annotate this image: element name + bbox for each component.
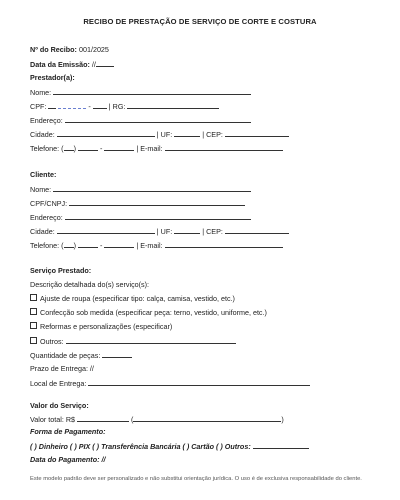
cliente-cidade-field[interactable] [57,226,155,234]
servico-option-confeccao[interactable] [30,308,267,317]
quantidade-row [30,350,132,360]
prazo-row [30,364,94,373]
cliente-ddd-field[interactable] [64,240,74,248]
data-pagamento-label: Data do Pagamento: // [30,455,106,464]
prestador-cep-field[interactable] [225,129,289,137]
prestador-email-label: | E-mail: [136,144,163,153]
emission-date-row [30,59,114,69]
checkbox-ajuste[interactable] [30,294,37,301]
servico-heading: Serviço Prestado: [30,266,92,275]
servico-option-ajuste-label: Ajuste de roupa (especificar tipo: calça, camisa, vestido, etc.) [40,294,235,303]
valor-extenso-field[interactable] [133,414,284,424]
cliente-cep-label: | CEP: [202,227,223,236]
local-row [30,378,310,388]
prestador-cpf-field-a[interactable] [48,101,56,109]
quantidade-field[interactable] [102,350,132,358]
cliente-email-field[interactable] [165,240,283,248]
cliente-endereco-row [30,212,251,222]
cliente-telefone-row: Telefone: ( ) - | E-mail: [30,240,283,250]
forma-pagamento-heading: Forma de Pagamento: [30,427,106,436]
checkbox-outros[interactable] [30,337,37,344]
prestador-nome-field[interactable] [53,87,251,95]
cliente-cep-field[interactable] [225,226,289,234]
prestador-email-field[interactable] [165,143,283,151]
servico-option-reformas-label: Reformas e personalizações (especificar) [40,322,173,331]
emission-date-value: // [91,60,96,69]
valor-heading: Valor do Serviço: [30,401,89,410]
cliente-email-label: | E-mail: [136,241,163,250]
prestador-ddd-close: ) [73,144,76,153]
checkbox-confeccao[interactable] [30,308,37,315]
prestador-cidade-row [30,129,289,139]
cliente-ddd-open: ( [61,241,64,250]
prestador-rg-label: | RG: [108,102,126,111]
prestador-telefone-label: Telefone: [30,144,60,153]
prestador-cidade-field[interactable] [57,129,155,137]
valor-total-field[interactable] [77,414,129,422]
cliente-nome-label: Nome: [30,185,52,194]
recibo-number-value: 001/2025 [78,45,109,54]
valor-extenso-close: ) [281,415,284,424]
prestador-uf-field[interactable] [174,129,200,137]
emission-year-blank[interactable] [96,59,114,67]
prestador-phone-a-field[interactable] [78,143,98,151]
recibo-number-label: Nº do Recibo: [30,45,77,54]
servico-outros-field[interactable] [66,336,236,344]
prestador-nome-row [30,87,251,97]
servico-option-outros-label: Outros: [40,337,64,346]
servico-option-outros[interactable] [30,336,236,346]
cliente-phone-b-field[interactable] [104,240,134,248]
prestador-endereco-field[interactable] [65,115,251,123]
prestador-heading: Prestador(a): [30,73,75,82]
prestador-ddd-open: ( [61,144,64,153]
valor-total-row [30,414,284,424]
recibo-number-row [30,45,109,54]
prestador-cpf-label: CPF: [30,102,47,111]
prestador-cpf-field-b[interactable] [58,101,86,109]
valor-total-label: Valor total: R$ [30,415,76,424]
cliente-ddd-close: ) [73,241,76,250]
prestador-ddd-field[interactable] [64,143,74,151]
cliente-endereco-field[interactable] [65,212,251,220]
cliente-nome-row [30,184,251,194]
checkbox-reformas[interactable] [30,322,37,329]
prestador-cpf-row: CPF: - | RG: [30,101,219,111]
forma-pagamento-options-label: ( ) Dinheiro ( ) PIX ( ) Transferência Bancária ( ) Cartão ( ) Outros: [30,442,251,451]
emission-date-label: Data da Emissão: [30,60,90,69]
servico-descricao-label: Descrição detalhada do(s) serviço(s): [30,280,150,289]
servico-option-ajuste[interactable] [30,294,235,303]
cliente-cpfcnpj-field[interactable] [69,198,245,206]
cliente-uf-label: | UF: [156,227,173,236]
forma-pagamento-options[interactable] [30,441,309,451]
prestador-cep-label: | CEP: [202,130,223,139]
disclaimer-footer: Este modelo padrão deve ser personalizado e não substitui orientação jurídica. O uso é de exclusiva responsabilidade do cliente. [30,476,362,482]
cliente-endereco-label: Endereço: [30,213,63,222]
prestador-rg-field[interactable] [127,101,219,109]
document-title: RECIBO DE PRESTAÇÃO DE SERVIÇO DE CORTE E COSTURA [83,17,317,26]
prestador-cidade-label: Cidade: [30,130,55,139]
cliente-cidade-row [30,226,289,236]
valor-extenso-open: ( [131,415,134,424]
prestador-endereco-label: Endereço: [30,116,63,125]
cliente-heading: Cliente: [30,170,57,179]
cliente-nome-field[interactable] [53,184,251,192]
local-field[interactable] [88,378,310,386]
prazo-label: Prazo de Entrega: // [30,364,94,373]
servico-option-confeccao-label: Confecção sob medida (especificar peça: terno, vestido, uniforme, etc.) [40,308,267,317]
prestador-uf-label: | UF: [156,130,173,139]
prestador-cpf-field-c[interactable] [93,101,107,109]
cliente-cpfcnpj-row [30,198,245,208]
servico-option-reformas[interactable] [30,322,172,331]
prestador-phone-b-field[interactable] [104,143,134,151]
data-pagamento-row [30,455,105,464]
cliente-phone-a-field[interactable] [78,240,98,248]
cliente-uf-field[interactable] [174,226,200,234]
cliente-telefone-label: Telefone: [30,241,60,250]
local-label: Local de Entrega: [30,379,87,388]
prestador-telefone-row: Telefone: ( ) - | E-mail: [30,143,283,153]
cliente-cpfcnpj-label: CPF/CNPJ: [30,199,68,208]
prestador-endereco-row [30,115,251,125]
forma-outros-field[interactable] [253,441,309,449]
quantidade-label: Quantidade de peças: [30,351,101,360]
prestador-nome-label: Nome: [30,88,52,97]
cliente-cidade-label: Cidade: [30,227,55,236]
